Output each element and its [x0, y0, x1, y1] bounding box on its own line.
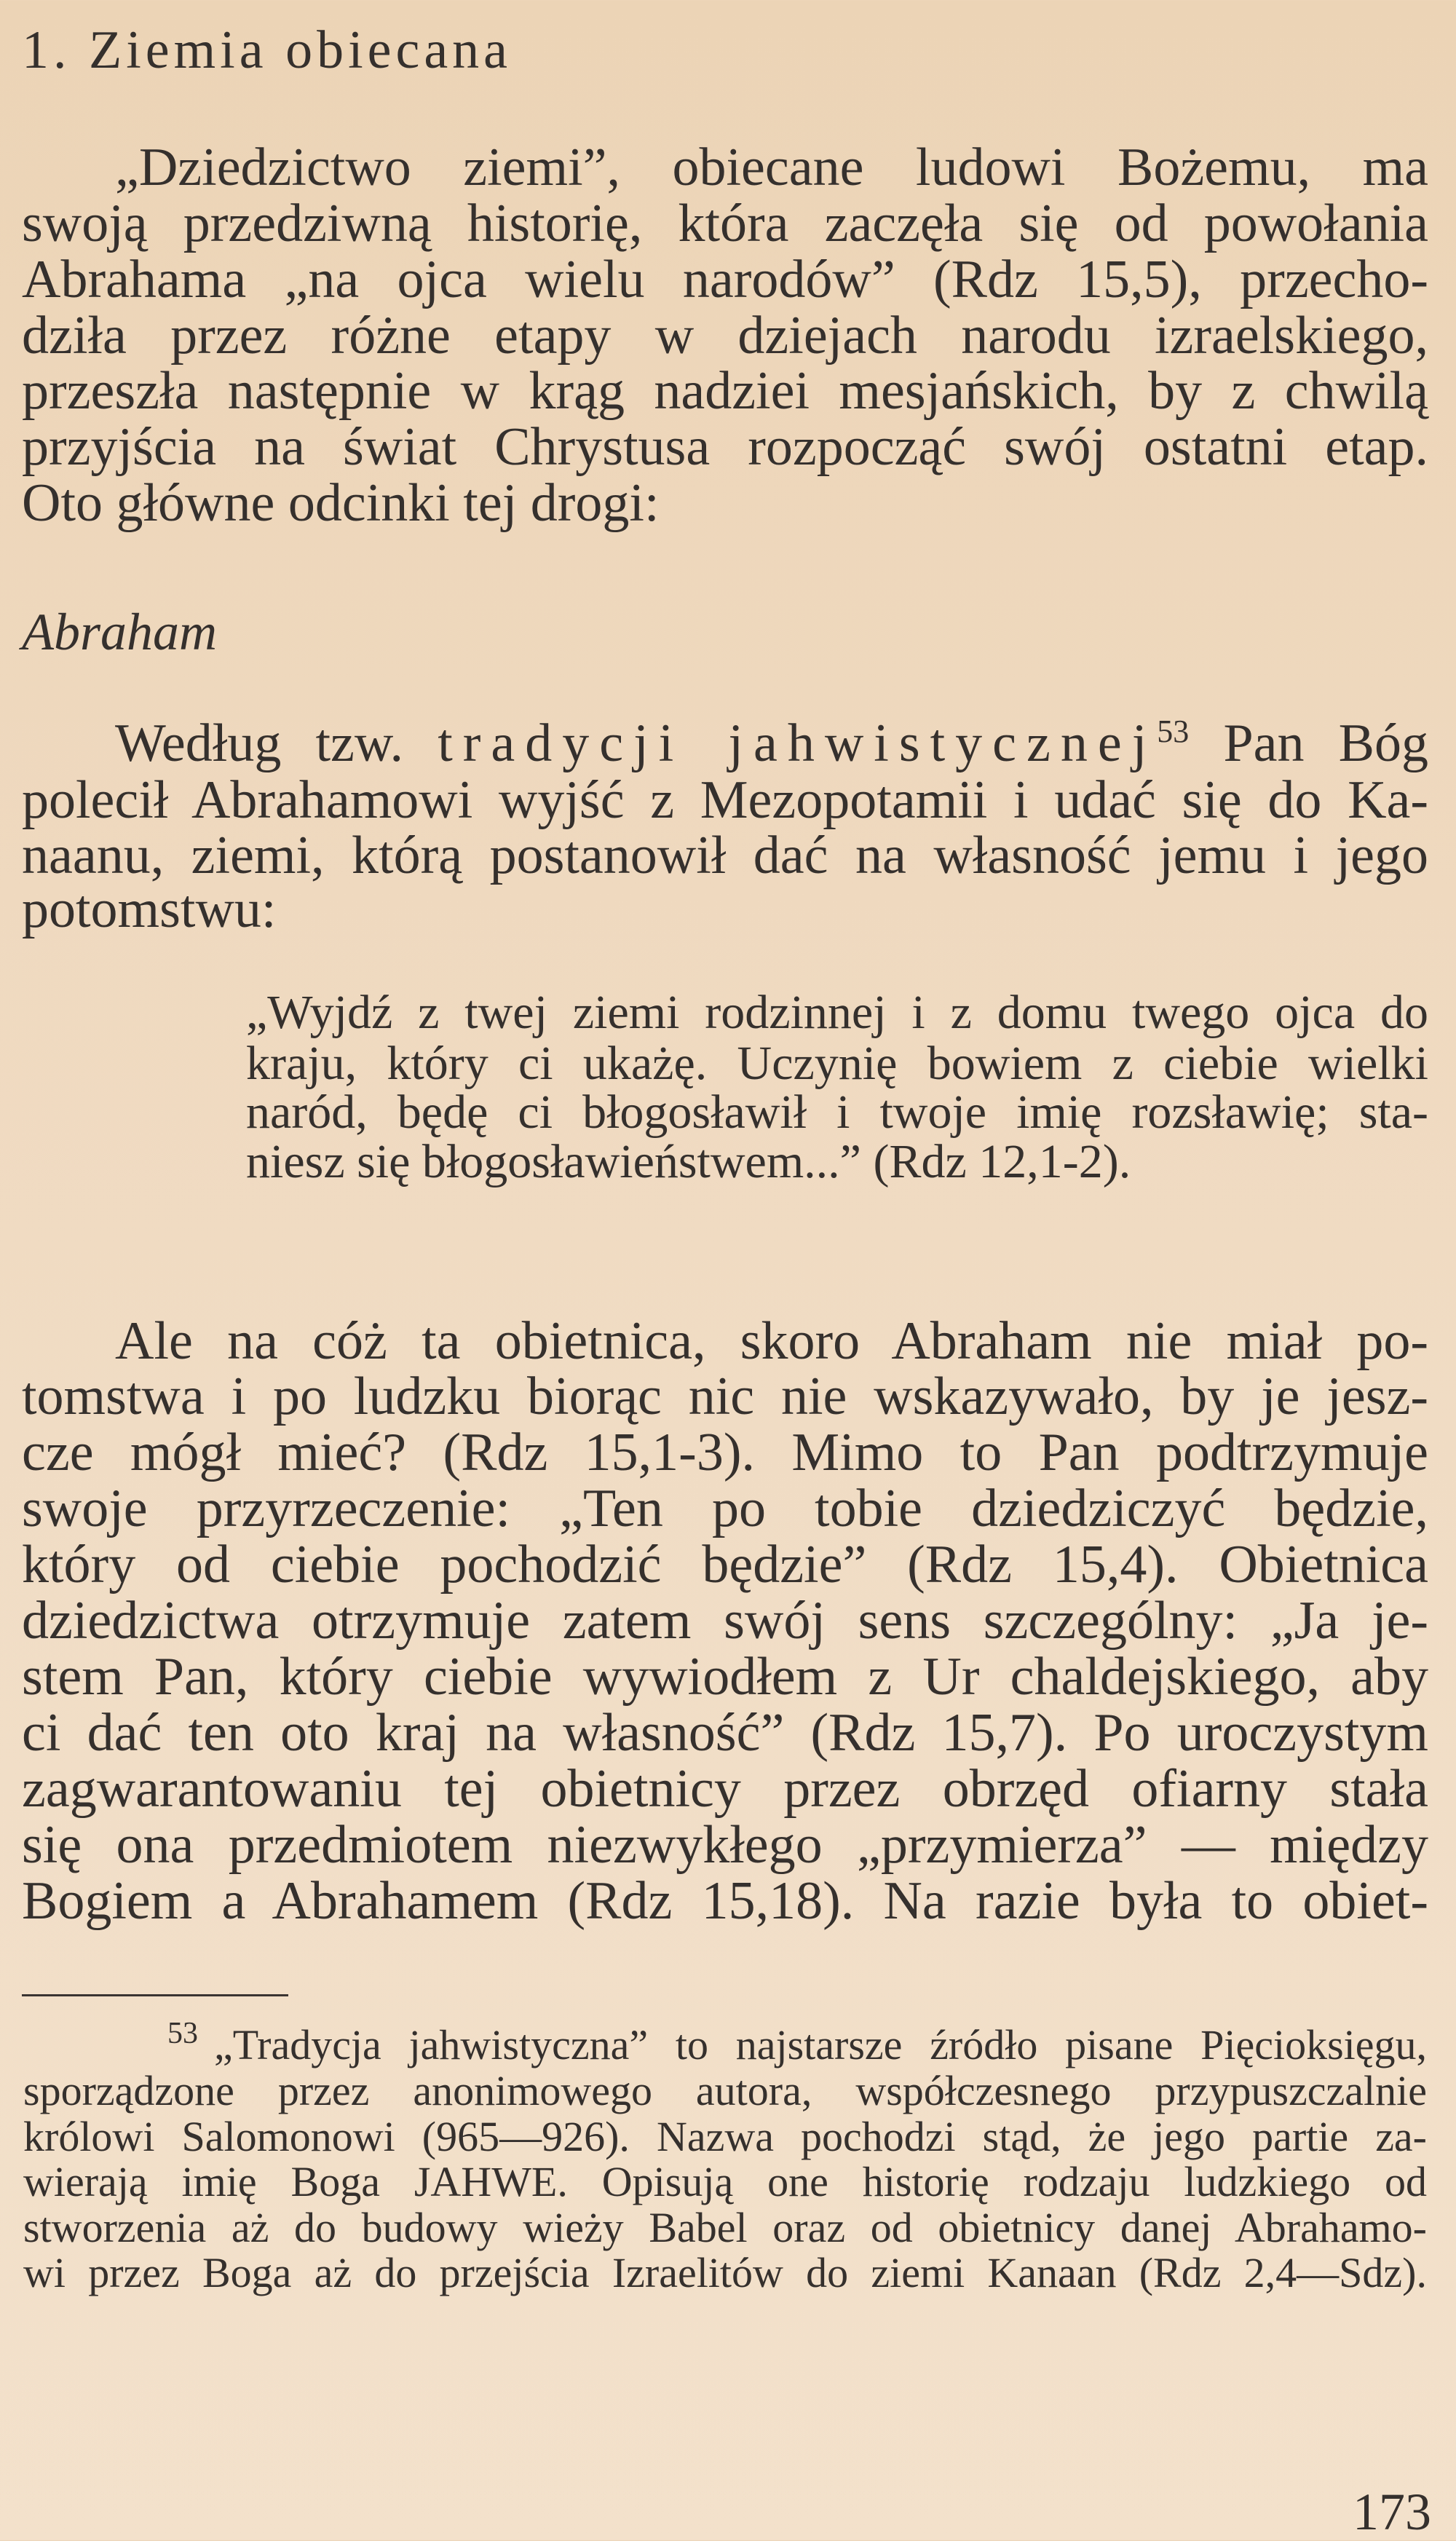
- footnote-text: „Tradycja jahwistyczna” to najstarsze źródło pisane Pięcioksięgu,: [214, 2021, 1427, 2068]
- text-line: „Dziedzictwo ziemi”, obiecane ludowi Bożemu, ma: [115, 138, 1428, 197]
- text-line: cze mógł mieć? (Rdz 15,1-3). Mimo to Pan podtrzymuje: [22, 1423, 1428, 1482]
- text-line: polecił Abrahamowi wyjść z Mezopotamii i udać się do Ka-: [22, 770, 1428, 830]
- text-line: zagwarantowaniu tej obietnicy przez obrzęd ofiarny stała: [22, 1759, 1428, 1819]
- text-line: przeszła następnie w krąg nadziei mesjańskich, by z chwilą: [22, 361, 1428, 421]
- text-line: naanu, ziemi, którą postanowił dać na własność jemu i jego: [22, 826, 1428, 885]
- text-line: Oto główne odcinki tej drogi:: [22, 473, 660, 533]
- emphasized-term: tradycji jahwistycznej: [438, 714, 1158, 773]
- quote-line: niesz się błogosławieństwem...” (Rdz 12,1-2).: [246, 1135, 1131, 1188]
- text-line: Ale na cóż ta obietnica, skoro Abraham nie miał po-: [115, 1311, 1428, 1371]
- footnote-separator: [22, 1994, 288, 1996]
- text-line: przyjścia na świat Chrystusa rozpocząć swój ostatni etap.: [22, 417, 1428, 477]
- text-line: dziła przez różne etapy w dziejach narodu izraelskiego,: [22, 306, 1428, 365]
- text-run: Według tzw.: [115, 714, 404, 773]
- text-line: dziedzictwa otrzymuje zatem swój sens szczególny: „Ja je-: [22, 1591, 1428, 1651]
- footnote-number: 53: [167, 2017, 198, 2050]
- quote-line: kraju, który ci ukażę. Uczynię bowiem z ciebie wielki: [246, 1037, 1428, 1090]
- footnote-line: stworzenia aż do budowy wieży Babel oraz od obietnicy danej Abrahamo-: [23, 2204, 1427, 2251]
- footnote-line: sporządzone przez anonimowego autora, współczesnego przypuszczalnie: [23, 2067, 1427, 2114]
- text-line: się ona przedmiotem niezwykłego „przymierza” — między: [22, 1815, 1428, 1875]
- text-line: tomstwa i po ludzku biorąc nic nie wskazywało, by je jesz-: [22, 1367, 1428, 1426]
- text-run: Pan Bóg: [1223, 714, 1429, 773]
- quote-line: naród, będę ci błogosławił i twoje imię rozsławię; sta-: [246, 1086, 1428, 1139]
- chapter-heading: 1. Ziemia obiecana: [22, 20, 513, 80]
- page-number: 173: [1353, 2483, 1431, 2541]
- footnote-line: wi przez Boga aż do przejścia Izraelitów do ziemi Kanaan (Rdz 2,4—Sdz).: [23, 2249, 1427, 2296]
- section-subheading: Abraham: [22, 603, 217, 661]
- text-line: stem Pan, który ciebie wywiodłem z Ur chaldejskiego, aby: [22, 1647, 1428, 1707]
- text-line: [115, 714, 1429, 773]
- footnote-line: wierają imię Boga JAHWE. Opisują one historię rodzaju ludzkiego od: [23, 2158, 1427, 2205]
- text-line: który od ciebie pochodzić będzie” (Rdz 15,4). Obietnica: [22, 1535, 1428, 1594]
- text-line: potomstwu:: [22, 880, 277, 939]
- text-line: swoją przedziwną historię, która zaczęła się od powołania: [22, 194, 1428, 253]
- text-line: swoje przyrzeczenie: „Ten po tobie dziedziczyć będzie,: [22, 1479, 1428, 1538]
- text-line: Abrahama „na ojca wielu narodów” (Rdz 15,5), przecho-: [22, 250, 1428, 309]
- quote-line: „Wyjdź z twej ziemi rodzinnej i z domu twego ojca do: [246, 986, 1428, 1039]
- text-line: Bogiem a Abrahamem (Rdz 15,18). Na razie była to obiet-: [22, 1871, 1428, 1931]
- footnote-reference[interactable]: 53: [1157, 714, 1190, 749]
- text-line: ci dać ten oto kraj na własność” (Rdz 15,7). Po uroczystym: [22, 1703, 1428, 1763]
- footnote-line: królowi Salomonowi (965—926). Nazwa pochodzi stąd, że jego partie za-: [23, 2113, 1427, 2160]
- footnote-line: [167, 2017, 1427, 2068]
